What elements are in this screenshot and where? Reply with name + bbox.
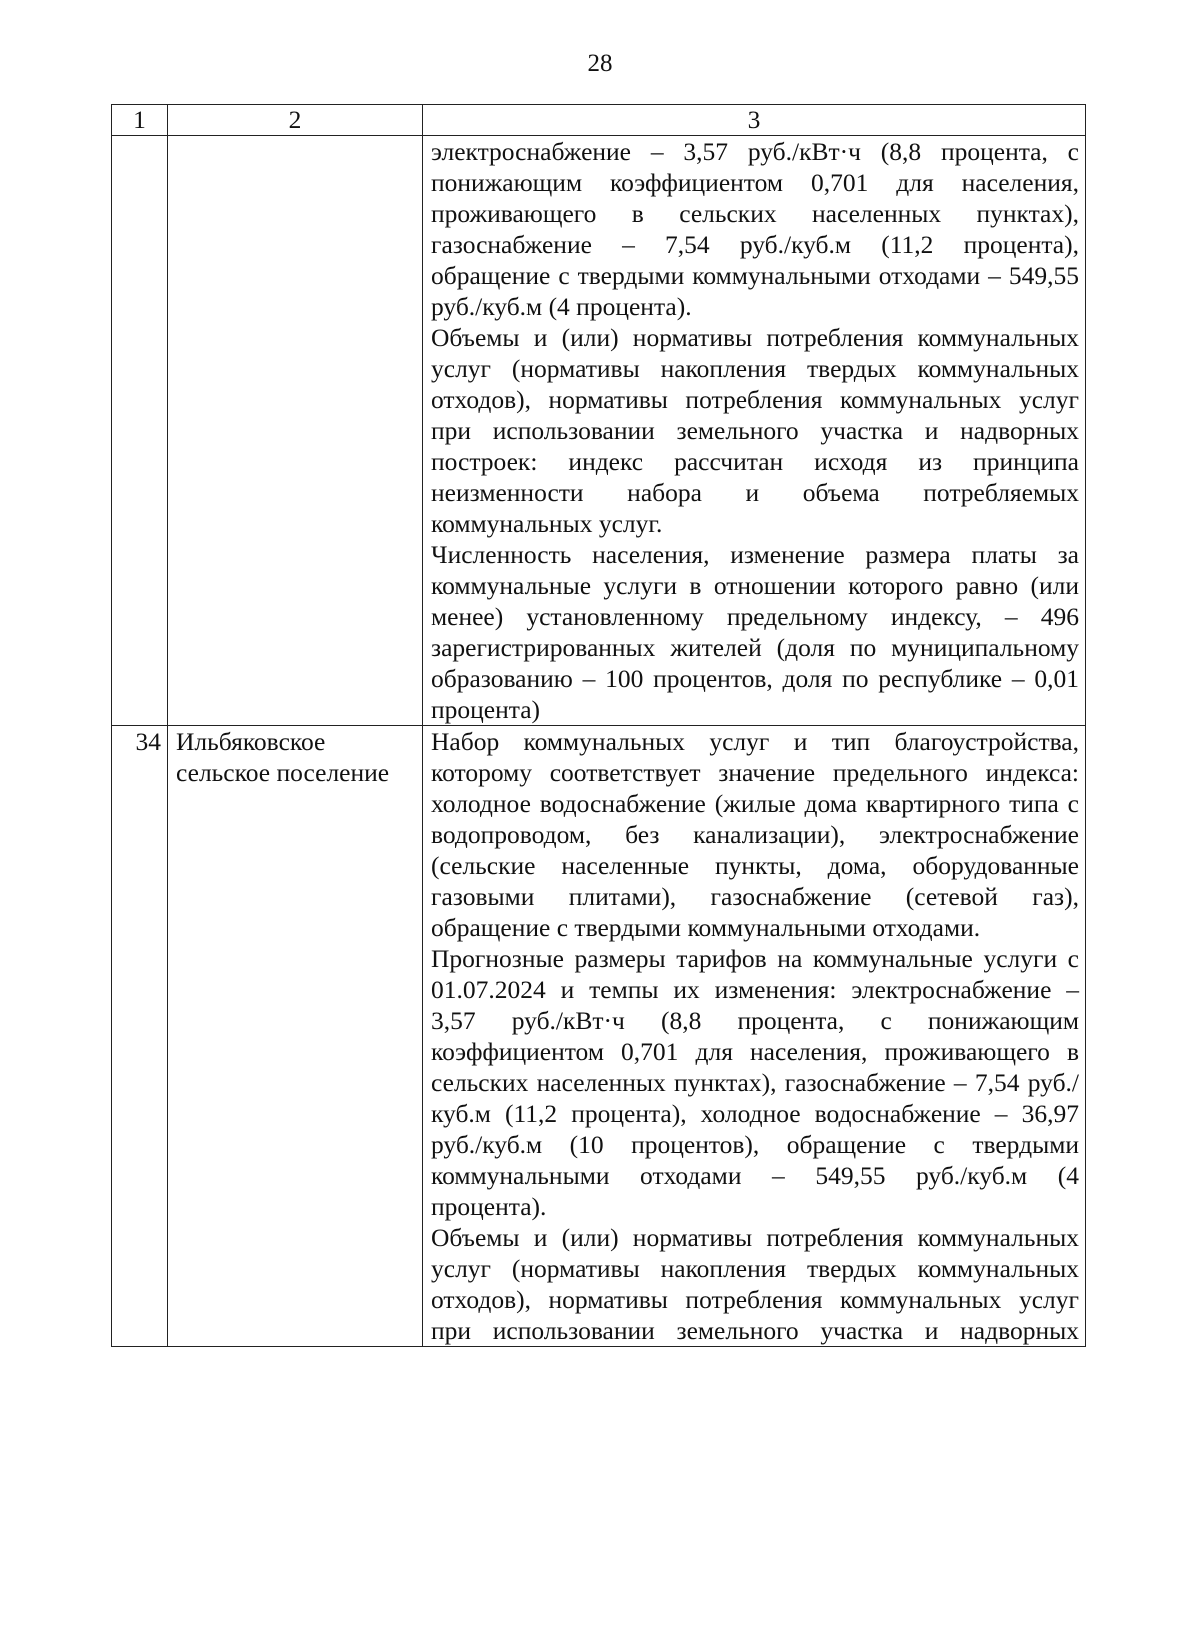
continued-paragraph-3: Численность населения, изменение размера платы за коммунальные услуги в отношении которого равно (или менее) установленному предельному индексу, – 496 зарегистрированных жителей (доля по муниципальному образованию – 100 процентов, доля по республике – 0,01 процента) <box>431 540 1079 724</box>
row-number-cell-empty <box>112 136 168 726</box>
header-col-3: 3 <box>423 105 1086 136</box>
page-number: 28 <box>587 50 613 77</box>
header-col-2: 2 <box>168 105 423 136</box>
row-description-cell <box>423 726 1086 1347</box>
continued-paragraph-1: электроснабжение – 3,57 руб./кВт·ч (8,8 процента, с понижающим коэффициентом 0,701 для населения, проживающего в сельских населенных пунктах), газоснабжение – 7,54 руб./куб.м (11,2 процента), обращение с твердыми коммунальными отходами – 549,55 руб./куб.м (4 процента). <box>431 137 1079 321</box>
table-row-continued <box>112 136 1086 726</box>
continued-paragraph-2: Объемы и (или) нормативы потребления коммунальных услуг (нормативы накопления твердых коммунальных отходов), нормативы потребления коммунальных услуг при использовании земельного участка и надворных построек: индекс рассчитан исходя из принципа неизменности набора и объема потребляемых коммунальных услуг. <box>431 323 1079 538</box>
header-col-1: 1 <box>112 105 168 136</box>
table-header-row <box>112 105 1086 136</box>
row-number: 34 <box>112 726 168 1347</box>
row-name-cell-empty <box>168 136 423 726</box>
settlement-name: Ильбяковское сельское поселение <box>168 726 423 1347</box>
row-34-paragraph-1: Набор коммунальных услуг и тип благоустройства, которому соответствует значение предельного индекса: холодное водоснабжение (жилые дома квартирного типа с водопроводом, без канализации), электроснабжение (сельские населенные пункты, дома, оборудованные газовыми плитами), газоснабжение (сетевой газ), обращение с твердыми коммунальными отходами. <box>431 727 1079 942</box>
table-row-34 <box>112 726 1086 1347</box>
document-table <box>111 104 1086 1347</box>
row-34-paragraph-3: Объемы и (или) нормативы потребления коммунальных услуг (нормативы накопления твердых коммунальных отходов), нормативы потребления коммунальных услуг при использовании земельного участка и надворных <box>431 1223 1079 1345</box>
row-description-cell <box>423 136 1086 726</box>
row-34-paragraph-2: Прогнозные размеры тарифов на коммунальные услуги с 01.07.2024 и темпы их изменения: электроснабжение – 3,57 руб./кВт·ч (8,8 процента, с понижающим коэффициентом 0,701 для населения, проживающего в сельских населенных пунктах), газоснабжение – 7,54 руб./куб.м (11,2 процента), холодное водоснабжение – 36,97 руб./куб.м (10 процентов), обращение с твердыми коммунальными отходами – 549,55 руб./куб.м (4 процента). <box>431 944 1079 1221</box>
